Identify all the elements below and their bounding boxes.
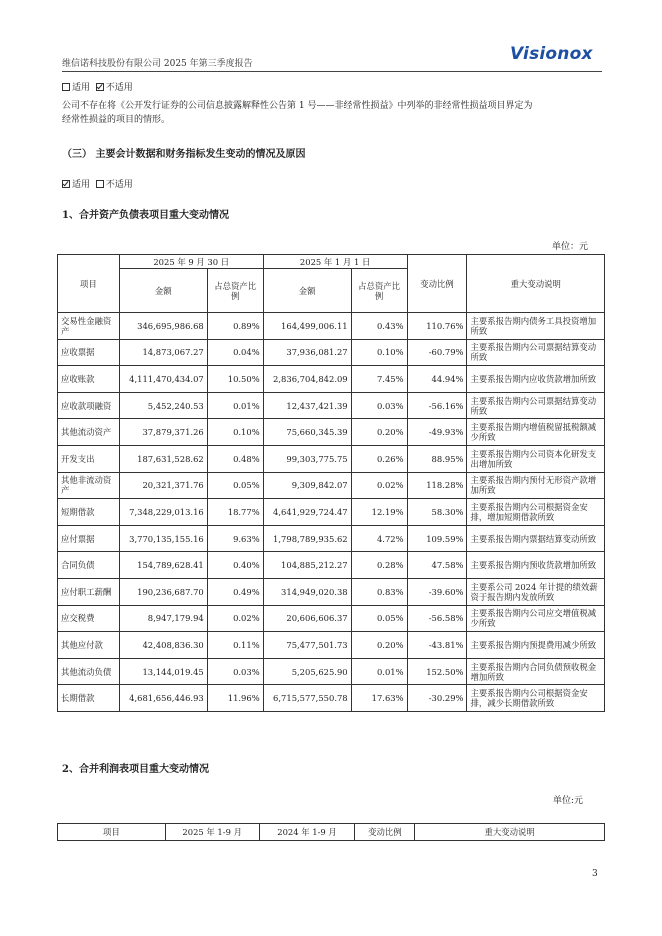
row-reason-cell: 主要系报告期内公司资本化研发支出增加所致 [467, 445, 605, 472]
income-header-item: 项目 [58, 824, 166, 841]
row-ratio-prior-cell: 0.26% [351, 445, 407, 472]
table-row [58, 339, 605, 366]
row-reason-cell: 主要系报告期内公司根据资金安排，增加短期借款所致 [467, 499, 605, 526]
row-amount-prior-cell: 37,936,081.27 [263, 339, 351, 366]
income-header-change: 变动比例 [355, 824, 415, 841]
row-reason-cell: 主要系报告期内增值税留抵税额减少所致 [467, 419, 605, 446]
row-item-cell: 应付票据 [58, 525, 120, 552]
applicable-label: 适用 [72, 83, 91, 93]
header-amount-prior: 金额 [263, 269, 351, 313]
row-change-cell: -43.81% [407, 632, 467, 659]
income-header-reason: 重大变动说明 [415, 824, 605, 841]
row-change-cell: -49.93% [407, 419, 467, 446]
not-applicable-label: 不适用 [105, 83, 133, 93]
row-change-cell: -39.60% [407, 578, 467, 605]
row-reason-cell: 主要系报告期内公司应交增值税减少所致 [467, 605, 605, 632]
income-statement-table [57, 823, 605, 841]
nonrecurring-text-line2: 经常性损益的项目的情形。 [62, 115, 171, 125]
row-change-cell: 47.58% [407, 552, 467, 579]
row-item-cell: 其他非流动资产 [58, 472, 120, 499]
checkbox-checked-icon [62, 180, 70, 188]
header-ratio-prior: 占总资产比例 [351, 269, 407, 313]
row-change-cell: 88.95% [407, 445, 467, 472]
row-item-cell: 应交税费 [58, 605, 120, 632]
row-reason-cell: 主要系报告期内预收货款增加所致 [467, 552, 605, 579]
header-date-prior: 2025 年 1 月 1 日 [263, 255, 407, 269]
row-amount-prior-cell: 12,437,421.39 [263, 392, 351, 419]
row-ratio-current-cell: 0.10% [207, 419, 263, 446]
page-number: 3 [592, 869, 598, 879]
row-amount-current-cell: 8,947,179.94 [119, 605, 207, 632]
table-row [58, 658, 605, 685]
income-header-period-current: 2025 年 1-9 月 [165, 824, 259, 841]
row-ratio-current-cell: 0.03% [207, 658, 263, 685]
checkbox-unchecked-icon [96, 180, 104, 188]
row-ratio-prior-cell: 0.01% [351, 658, 407, 685]
row-change-cell: -56.58% [407, 605, 467, 632]
row-change-cell: -56.16% [407, 392, 467, 419]
row-ratio-prior-cell: 4.72% [351, 525, 407, 552]
row-amount-prior-cell: 4,641,929,724.47 [263, 499, 351, 526]
row-ratio-prior-cell: 0.02% [351, 472, 407, 499]
row-amount-current-cell: 37,879,371.26 [119, 419, 207, 446]
row-change-cell: 110.76% [407, 313, 467, 340]
row-reason-cell: 主要系报告期内预提费用减少所致 [467, 632, 605, 659]
section-title: （三） 主要会计数据和财务指标发生变动的情况及原因 [62, 149, 306, 160]
row-item-cell: 其他流动负债 [58, 658, 120, 685]
row-ratio-prior-cell: 0.28% [351, 552, 407, 579]
row-ratio-prior-cell: 0.03% [351, 392, 407, 419]
row-ratio-prior-cell: 0.83% [351, 578, 407, 605]
row-ratio-current-cell: 0.11% [207, 632, 263, 659]
row-amount-current-cell: 3,770,135,155.16 [119, 525, 207, 552]
row-item-cell: 应收账款 [58, 366, 120, 393]
table-row [58, 578, 605, 605]
table-row [58, 605, 605, 632]
row-item-cell: 应收款项融资 [58, 392, 120, 419]
row-ratio-current-cell: 0.05% [207, 472, 263, 499]
table-row [58, 499, 605, 526]
row-amount-prior-cell: 104,885,212.27 [263, 552, 351, 579]
row-amount-current-cell: 190,236,687.70 [119, 578, 207, 605]
row-ratio-current-cell: 0.49% [207, 578, 263, 605]
table-row [58, 632, 605, 659]
row-amount-current-cell: 187,631,528.62 [119, 445, 207, 472]
row-ratio-prior-cell: 17.63% [351, 685, 407, 712]
row-amount-prior-cell: 6,715,577,550.78 [263, 685, 351, 712]
row-ratio-current-cell: 0.89% [207, 313, 263, 340]
row-item-cell: 其他应付款 [58, 632, 120, 659]
table-row [58, 552, 605, 579]
row-amount-current-cell: 346,695,986.68 [119, 313, 207, 340]
row-reason-cell: 主要系报告期内债务工具投资增加所致 [467, 313, 605, 340]
checkbox-checked-icon [96, 83, 104, 91]
header-reason: 重大变动说明 [467, 255, 605, 313]
row-amount-prior-cell: 1,798,789,935.62 [263, 525, 351, 552]
header-change: 变动比例 [407, 255, 467, 313]
row-change-cell: -60.79% [407, 339, 467, 366]
nonrecurring-checkbox-row [62, 80, 133, 93]
row-ratio-prior-cell: 0.05% [351, 605, 407, 632]
row-ratio-prior-cell: 0.43% [351, 313, 407, 340]
income-header-period-prior: 2024 年 1-9 月 [259, 824, 355, 841]
balance-unit-label: 单位：元 [552, 242, 589, 252]
row-amount-current-cell: 14,873,067.27 [119, 339, 207, 366]
header-item: 项目 [58, 255, 120, 313]
row-amount-current-cell: 4,111,470,434.07 [119, 366, 207, 393]
header-amount-current: 金额 [119, 269, 207, 313]
row-ratio-prior-cell: 0.20% [351, 419, 407, 446]
row-amount-current-cell: 42,408,836.30 [119, 632, 207, 659]
table-row [58, 392, 605, 419]
row-ratio-current-cell: 18.77% [207, 499, 263, 526]
row-change-cell: 58.30% [407, 499, 467, 526]
row-reason-cell: 主要系报告期内合同负债预收税金增加所致 [467, 658, 605, 685]
balance-sheet-table [57, 254, 605, 712]
balance-sheet-title: 1、合并资产负债表项目重大变动情况 [62, 210, 229, 221]
row-amount-current-cell: 4,681,656,446.93 [119, 685, 207, 712]
row-amount-current-cell: 13,144,019.45 [119, 658, 207, 685]
row-ratio-current-cell: 10.50% [207, 366, 263, 393]
row-reason-cell: 主要系报告期内公司票据结算变动所致 [467, 392, 605, 419]
row-amount-prior-cell: 75,477,501.73 [263, 632, 351, 659]
row-ratio-prior-cell: 0.20% [351, 632, 407, 659]
row-ratio-prior-cell: 12.19% [351, 499, 407, 526]
table-row [58, 445, 605, 472]
row-item-cell: 其他流动资产 [58, 419, 120, 446]
row-item-cell: 交易性金融资产 [58, 313, 120, 340]
row-item-cell: 长期借款 [58, 685, 120, 712]
table-row [58, 525, 605, 552]
row-change-cell: 118.28% [407, 472, 467, 499]
row-change-cell: 152.50% [407, 658, 467, 685]
row-ratio-current-cell: 0.04% [207, 339, 263, 366]
row-change-cell: 109.59% [407, 525, 467, 552]
row-amount-current-cell: 154,789,628.41 [119, 552, 207, 579]
report-header-title: 维信诺科技股份有限公司 2025 年第三季度报告 [62, 59, 253, 69]
row-amount-prior-cell: 314,949,020.38 [263, 578, 351, 605]
row-ratio-prior-cell: 0.10% [351, 339, 407, 366]
row-item-cell: 应付职工薪酬 [58, 578, 120, 605]
row-change-cell: 44.94% [407, 366, 467, 393]
company-logo: Visionox [510, 44, 593, 64]
table-row [58, 313, 605, 340]
row-ratio-current-cell: 0.02% [207, 605, 263, 632]
table-row [58, 472, 605, 499]
table-row [58, 419, 605, 446]
not-applicable-label: 不适用 [105, 180, 133, 190]
row-change-cell: -30.29% [407, 685, 467, 712]
row-amount-prior-cell: 20,606,606.37 [263, 605, 351, 632]
row-amount-current-cell: 20,321,371.76 [119, 472, 207, 499]
income-statement-title: 2、合并利润表项目重大变动情况 [62, 764, 209, 775]
income-unit-label: 单位:元 [553, 796, 584, 806]
row-item-cell: 应收票据 [58, 339, 120, 366]
row-reason-cell: 主要系报告期内票据结算变动所致 [467, 525, 605, 552]
header-divider [62, 71, 602, 72]
table-row [58, 366, 605, 393]
row-amount-prior-cell: 75,660,345.39 [263, 419, 351, 446]
header-ratio-current: 占总资产比例 [207, 269, 263, 313]
row-ratio-current-cell: 11.96% [207, 685, 263, 712]
row-ratio-current-cell: 9.63% [207, 525, 263, 552]
header-date-current: 2025 年 9 月 30 日 [119, 255, 263, 269]
row-amount-prior-cell: 9,309,842.07 [263, 472, 351, 499]
row-amount-prior-cell: 5,205,625.90 [263, 658, 351, 685]
applicable-label: 适用 [72, 180, 91, 190]
row-item-cell: 短期借款 [58, 499, 120, 526]
row-item-cell: 合同负债 [58, 552, 120, 579]
row-reason-cell: 主要系报告期内应收货款增加所致 [467, 366, 605, 393]
checkbox-unchecked-icon [62, 83, 70, 91]
row-amount-current-cell: 7,348,229,013.16 [119, 499, 207, 526]
section3-checkbox-row [62, 177, 133, 190]
row-reason-cell: 主要系报告期内公司根据资金安排，减少长期借款所致 [467, 685, 605, 712]
row-amount-prior-cell: 2,836,704,842.09 [263, 366, 351, 393]
row-ratio-current-cell: 0.40% [207, 552, 263, 579]
row-reason-cell: 主要系公司 2024 年计提的绩效薪资于报告期内发放所致 [467, 578, 605, 605]
row-ratio-current-cell: 0.01% [207, 392, 263, 419]
row-reason-cell: 主要系报告期内公司票据结算变动所致 [467, 339, 605, 366]
row-reason-cell: 主要系报告期内预付无形资产款增加所致 [467, 472, 605, 499]
row-amount-prior-cell: 99,303,775.75 [263, 445, 351, 472]
row-item-cell: 开发支出 [58, 445, 120, 472]
row-amount-prior-cell: 164,499,006.11 [263, 313, 351, 340]
table-row [58, 685, 605, 712]
row-ratio-prior-cell: 7.45% [351, 366, 407, 393]
row-ratio-current-cell: 0.48% [207, 445, 263, 472]
row-amount-current-cell: 5,452,240.53 [119, 392, 207, 419]
nonrecurring-text-line1: 公司不存在将《公开发行证券的公司信息披露解释性公告第 1 号——非经常性损益》中列举的非经常性损益项目界定为 [62, 101, 533, 111]
